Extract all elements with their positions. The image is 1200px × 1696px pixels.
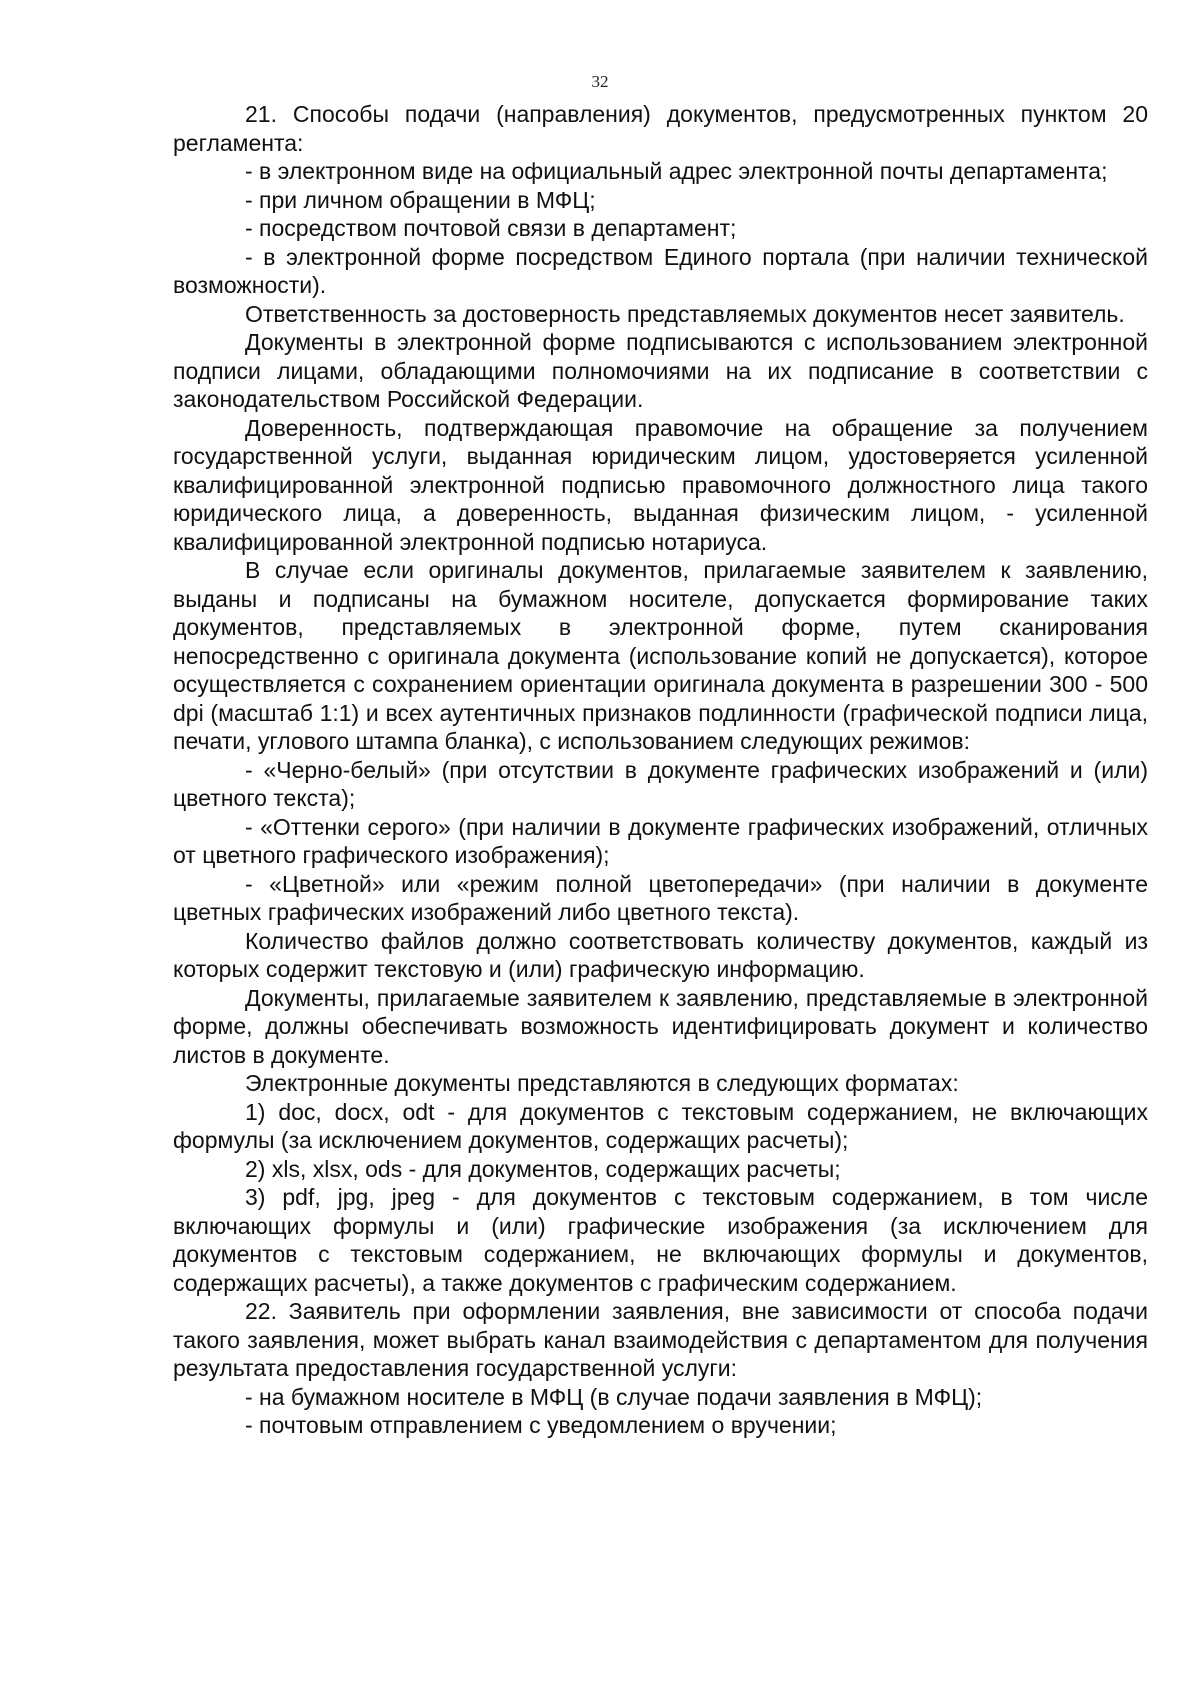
paragraph-22-heading: 22. Заявитель при оформлении заявления, вне зависимости от способа подачи такого заявления, может выбрать канал взаимодействия с департаментом для получения результата предоставления государственной услуги: — [173, 1298, 1148, 1381]
paragraph-formats: Электронные документы представляются в следующих форматах: — [245, 1070, 959, 1096]
page-number: 32 — [591, 72, 609, 91]
list-item-format-xls: 2) xls, xlsx, ods - для документов, содержащих расчеты; — [245, 1155, 841, 1182]
list-item-color: - «Цветной» или «режим полной цветопередачи» (при наличии в документе цветных графических изображений либо цветного текста). — [173, 870, 1148, 925]
paragraph-21-heading: 21. Способы подачи (направления) документов, предусмотренных пунктом 20 регламента: — [173, 101, 1148, 156]
list-item-format-pdf: 3) pdf, jpg, jpeg - для документов с текстовым содержанием, в том числе включающих формулы и (или) графические изображения (за исключением для документов с текстовым содержанием, не включающих формулы и документов, содержащих расчеты), а также документов с графическим содержанием. — [173, 1184, 1148, 1296]
paragraph-signature: Документы в электронной форме подписываются с использованием электронной подписи лицами, обладающими полномочиями на их подписание в соответствии с законодательством Российской Федерации. — [173, 329, 1148, 412]
paragraph-file-count: Количество файлов должно соответствовать количеству документов, каждый из которых содержит текстовую и (или) графическую информацию. — [173, 927, 1148, 982]
paragraph-scanning: В случае если оригиналы документов, прилагаемые заявителем к заявлению, выданы и подписаны на бумажном носителе, допускается формирование таких документов, представляемых в электронной форме, путем сканирования непосредственно с оригинала документа (использование копий не допускается), которое осуществляется с сохранением ориентации оригинала документа в разрешении 300 - 500 dpi (масштаб 1:1) и всех аутентичных признаков подлинности (графической подписи лица, печати, углового штампа бланка), с использованием следующих режимов: — [173, 557, 1148, 754]
paragraph-power-of-attorney: Доверенность, подтверждающая правомочие на обращение за получением государственной услуги, выданная юридическим лицом, удостоверяется усиленной квалифицированной электронной подписью правомочного должностного лица такого юридического лица, а доверенность, выданная физическим лицом, - усиленной квалифицированной электронной подписью нотариуса. — [173, 414, 1148, 555]
document-body — [173, 100, 1148, 1440]
list-item-grayscale: - «Оттенки серого» (при наличии в документе графических изображений, отличных от цветного графического изображения); — [173, 813, 1148, 868]
list-item-format-doc: 1) doc, docx, odt - для документов с текстовым содержанием, не включающих формулы (за исключением документов, содержащих расчеты); — [173, 1098, 1148, 1153]
paragraph-identification: Документы, прилагаемые заявителем к заявлению, представляемые в электронной форме, должны обеспечивать возможность идентифицировать документ и количество листов в документе. — [173, 984, 1148, 1068]
list-item-portal: - в электронной форме посредством Единого портала (при наличии технической возможности). — [173, 243, 1148, 298]
paragraph-responsibility: Ответственность за достоверность представляемых документов несет заявитель. — [245, 300, 1125, 327]
list-item-mfc: - при личном обращении в МФЦ; — [245, 186, 596, 213]
list-item-black-white: - «Черно-белый» (при отсутствии в документе графических изображений и (или) цветного текста); — [173, 756, 1148, 811]
list-item-postal-notice: - почтовым отправлением с уведомлением о вручении; — [245, 1412, 837, 1438]
list-item-paper-mfc: - на бумажном носителе в МФЦ (в случае подачи заявления в МФЦ); — [245, 1383, 983, 1410]
list-item-email: - в электронном виде на официальный адрес электронной почты департамента; — [245, 158, 1108, 184]
list-item-post: - посредством почтовой связи в департамент; — [245, 215, 737, 241]
